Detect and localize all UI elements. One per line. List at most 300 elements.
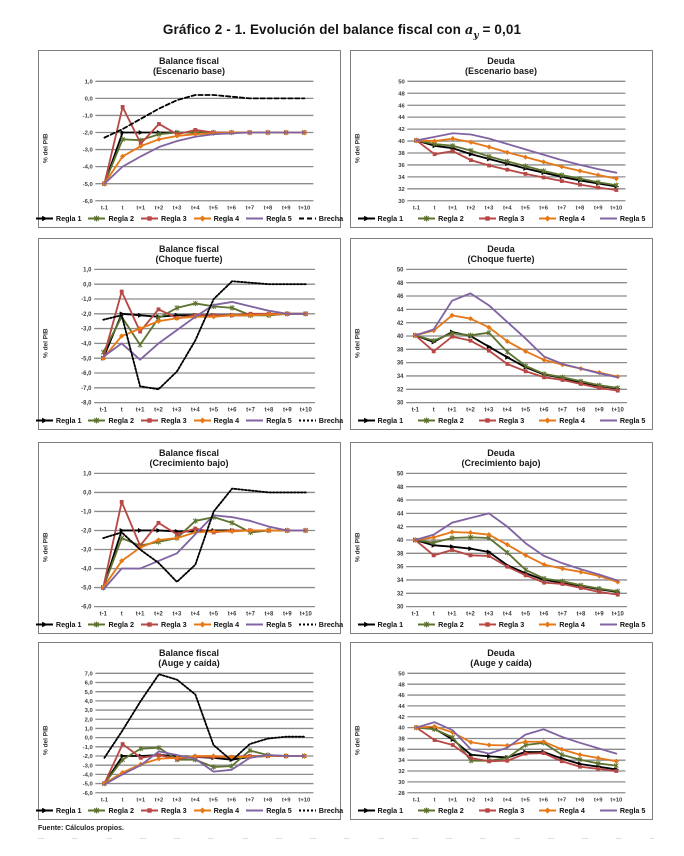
legend-item-regla-3	[478, 806, 525, 815]
x-tick-label: t+6	[227, 797, 236, 804]
x-tick-label: t+9	[593, 797, 603, 804]
legend-sample	[357, 416, 376, 425]
y-tick-label: 42	[396, 320, 404, 327]
x-tick-label: t+5	[209, 611, 219, 618]
legend-sample	[245, 214, 264, 223]
series-regla-1	[415, 332, 617, 389]
legend-label: Regla 4	[213, 805, 240, 815]
legend-item-regla-4	[538, 620, 585, 629]
chart-title: Deuda	[487, 243, 515, 254]
y-tick-label: -5,0	[82, 781, 93, 788]
x-tick-label: t+1	[136, 797, 146, 804]
legend-item-regla-5	[599, 214, 646, 223]
x-tick-label: t+8	[263, 797, 273, 804]
x-tick-label: t+1	[447, 611, 457, 618]
x-tick-label: t+4	[502, 407, 512, 414]
figure-title	[0, 0, 684, 41]
legend-item-regla-2	[87, 620, 134, 629]
y-tick-label: 36	[398, 747, 405, 754]
x-tick-label: t+1	[448, 797, 458, 804]
charts-row-3	[38, 442, 660, 634]
x-tick-label: t+6	[539, 797, 548, 804]
y-tick-label: -2,0	[81, 311, 92, 318]
legend-sample	[538, 806, 557, 815]
chart-panel-balance-escenario-base	[38, 50, 344, 228]
y-axis-label: % del PIB	[42, 328, 50, 358]
figure-title-equals: = 0,01	[478, 22, 522, 37]
chart-panel-balance-crecimiento-bajo	[38, 442, 344, 634]
legend-item-regla-1	[35, 806, 82, 815]
legend-label: Regla 5	[619, 415, 646, 425]
x-tick-label: t+6	[227, 407, 237, 414]
series-regla-3	[104, 107, 304, 184]
chart-panel-balance-choque-fuerte	[38, 238, 344, 430]
x-tick-label: t+10	[610, 205, 623, 212]
legend-item-regla-5	[599, 416, 646, 425]
legend-item-regla-5	[599, 620, 646, 629]
x-tick-label: t+5	[521, 611, 531, 618]
chart-body	[353, 669, 649, 804]
y-tick-label: 28	[398, 790, 405, 797]
legend-label: Regla 2	[108, 805, 135, 815]
legend-label: Regla 2	[438, 619, 464, 629]
legend-label: Regla 5	[266, 619, 292, 629]
x-tick-label: t+7	[557, 797, 567, 804]
legend-sample	[478, 620, 497, 629]
legend-label: Regla 4	[559, 213, 585, 223]
legend-label: Brecha	[318, 415, 344, 425]
x-tick-label: t	[433, 205, 436, 212]
chart-title: Deuda	[487, 447, 515, 458]
legend-sample	[357, 620, 376, 629]
y-tick-label: -1,0	[81, 509, 92, 516]
series-regla-4	[104, 756, 304, 784]
charts-grid	[0, 41, 684, 820]
legend-label: Regla 1	[55, 619, 82, 629]
legend-sample	[417, 806, 436, 815]
y-tick-label: -1,0	[82, 113, 93, 120]
y-tick-label: 48	[398, 91, 405, 98]
legend-sample	[357, 214, 376, 223]
x-tick-label: t+7	[245, 205, 255, 212]
legend-item-regla-1	[35, 620, 82, 629]
legend-item-regla-2	[87, 806, 134, 815]
chart-panel-deuda-auge-y-caida	[350, 642, 653, 820]
legend-item-brecha	[298, 806, 343, 815]
chart-subtitle: (Escenario base)	[464, 66, 538, 77]
y-tick-label: 48	[396, 484, 404, 491]
x-tick-label: t-1	[411, 611, 419, 618]
legend-label: Regla 3	[161, 213, 187, 223]
y-tick-label: -1,0	[81, 296, 92, 303]
legend-label: Regla 4	[559, 805, 585, 815]
chart-body	[353, 469, 649, 618]
y-tick-label: 46	[396, 497, 404, 504]
y-tick-label: -3,0	[81, 547, 92, 554]
x-tick-label: t+2	[466, 797, 476, 804]
legend-item-regla-1	[35, 214, 82, 223]
y-tick-label: -4,0	[81, 566, 92, 573]
legend-label: Regla 1	[55, 805, 82, 815]
y-tick-label: 6,0	[84, 680, 93, 687]
legend-sample	[140, 214, 159, 223]
legend-label: Regla 5	[266, 415, 292, 425]
chart-body	[41, 265, 337, 414]
y-tick-label: 34	[396, 373, 404, 380]
y-tick-label: 0,0	[84, 735, 93, 742]
y-tick-label: 30	[396, 400, 404, 407]
legend-label: Regla 5	[266, 213, 292, 223]
y-tick-label: 40	[398, 138, 405, 145]
x-tick-label: t+1	[136, 205, 146, 212]
legend-item-regla-2	[417, 806, 464, 815]
x-tick-label: t+8	[264, 407, 274, 414]
y-tick-label: 30	[398, 779, 405, 786]
legend-item-regla-3	[478, 416, 525, 425]
y-tick-label: -7,0	[81, 385, 92, 392]
chart-body	[41, 469, 337, 618]
x-tick-label: t+2	[154, 797, 164, 804]
legend-item-regla-3	[478, 214, 525, 223]
legend-item-regla-1	[357, 806, 404, 815]
legend-item-regla-4	[193, 214, 240, 223]
legend-sample	[193, 620, 212, 629]
y-tick-label: 1,0	[84, 726, 93, 733]
y-tick-label: 38	[396, 551, 404, 558]
legend-item-regla-3	[140, 416, 187, 425]
x-tick-label: t-1	[99, 611, 107, 618]
y-tick-label: 7,0	[84, 671, 93, 678]
legend-sample	[245, 806, 264, 815]
y-tick-label: 32	[398, 768, 405, 775]
x-tick-label: t-1	[412, 205, 421, 212]
chart-legend	[353, 804, 649, 817]
x-tick-label: t+5	[209, 797, 218, 804]
legend-sample	[298, 806, 317, 815]
legend-item-brecha	[298, 620, 343, 629]
legend-label: Brecha	[318, 619, 344, 629]
x-tick-label: t+6	[227, 205, 236, 212]
legend-label: Regla 4	[559, 619, 585, 629]
y-tick-label: 1,0	[83, 471, 92, 478]
plot-area	[363, 469, 649, 618]
x-tick-label: t+9	[281, 797, 291, 804]
y-tick-label: 44	[398, 703, 405, 710]
x-tick-label: t+3	[172, 407, 182, 414]
x-tick-label: t+6	[539, 407, 549, 414]
y-axis-label: % del PIB	[42, 532, 50, 562]
legend-label: Regla 3	[161, 805, 187, 815]
chart-title: Balance fiscal	[158, 243, 220, 254]
x-tick-label: t+8	[575, 205, 585, 212]
x-tick-label: t+8	[263, 205, 273, 212]
x-tick-label: t-1	[411, 407, 419, 414]
x-tick-label: t-1	[100, 797, 109, 804]
legend-sample	[417, 416, 436, 425]
y-tick-label: 34	[396, 577, 404, 584]
y-tick-label: 50	[398, 671, 405, 678]
y-tick-label: 40	[396, 537, 404, 544]
x-tick-label: t+7	[246, 407, 255, 414]
legend-item-regla-4	[193, 416, 240, 425]
y-tick-label: -6,0	[81, 370, 92, 377]
y-tick-label: -6,0	[82, 790, 93, 797]
x-tick-label: t+7	[558, 611, 567, 618]
legend-sample	[298, 214, 317, 223]
y-tick-label: 2,0	[84, 717, 93, 724]
chart-legend	[353, 414, 649, 427]
plot-area	[363, 669, 649, 804]
y-axis-label: % del PIB	[354, 532, 362, 562]
y-axis-label: % del PIB	[354, 328, 362, 358]
chart-title: Balance fiscal	[158, 647, 220, 658]
legend-sample	[193, 214, 212, 223]
x-tick-label: t+3	[172, 797, 182, 804]
legend-sample	[417, 620, 436, 629]
chart-body	[353, 77, 649, 212]
chart-title: Balance fiscal	[158, 447, 220, 458]
plot-area	[363, 77, 649, 212]
x-tick-label: t+10	[611, 611, 624, 618]
legend-label: Regla 1	[377, 213, 404, 223]
legend-item-regla-1	[357, 416, 404, 425]
x-tick-label: t	[432, 611, 435, 618]
chart-legend	[41, 414, 344, 427]
y-tick-label: -1,0	[82, 744, 93, 751]
legend-sample	[87, 214, 106, 223]
y-tick-label: -5,0	[81, 585, 92, 592]
y-tick-label: -6,0	[81, 604, 92, 611]
legend-item-regla-5	[245, 806, 292, 815]
y-tick-label: -4,0	[81, 341, 92, 348]
y-tick-label: -4,0	[82, 164, 93, 171]
legend-sample	[35, 620, 54, 629]
x-tick-label: t+1	[447, 407, 457, 414]
y-tick-label: 48	[396, 280, 404, 287]
y-tick-label: 1,0	[83, 267, 92, 274]
x-tick-label: t+10	[298, 205, 311, 212]
legend-item-regla-2	[87, 214, 134, 223]
x-tick-label: t	[120, 407, 123, 414]
legend-label: Regla 2	[108, 415, 135, 425]
y-tick-label: 46	[398, 692, 405, 699]
y-tick-label: -3,0	[81, 326, 92, 333]
y-tick-label: 42	[396, 524, 404, 531]
chart-subtitle: (Choque fuerte)	[155, 254, 223, 265]
legend-label: Regla 3	[161, 415, 187, 425]
y-tick-label: 32	[396, 591, 404, 598]
legend-sample	[298, 416, 317, 425]
x-tick-label: t+2	[154, 407, 163, 414]
x-tick-label: t-1	[100, 205, 109, 212]
y-tick-label: 36	[396, 360, 404, 367]
legend-sample	[193, 416, 212, 425]
legend-label: Regla 1	[377, 619, 404, 629]
legend-item-regla-5	[245, 214, 292, 223]
charts-row-2	[38, 238, 660, 430]
legend-label: Regla 5	[619, 619, 646, 629]
chart-subtitle: (Choque fuerte)	[467, 254, 535, 265]
legend-label: Regla 1	[55, 415, 82, 425]
x-tick-label: t+5	[521, 797, 530, 804]
x-tick-label: t+4	[502, 205, 512, 212]
legend-sample	[538, 214, 557, 223]
legend-sample	[140, 806, 159, 815]
x-tick-label: t+8	[576, 611, 586, 618]
x-tick-label: t+10	[611, 407, 624, 414]
plot-area	[51, 669, 337, 804]
legend-sample	[599, 620, 618, 629]
x-tick-label: t	[120, 611, 123, 618]
x-tick-label: t	[433, 797, 436, 804]
legend-sample	[140, 416, 159, 425]
legend-item-regla-5	[245, 620, 292, 629]
x-tick-label: t+6	[227, 611, 237, 618]
legend-item-regla-3	[140, 214, 187, 223]
legend-item-brecha	[298, 214, 343, 223]
legend-label: Regla 1	[377, 805, 404, 815]
y-tick-label: 44	[396, 511, 404, 518]
x-tick-label: t+7	[558, 407, 567, 414]
y-axis-label: % del PIB	[354, 133, 362, 163]
chart-panel-balance-auge-y-caida	[38, 642, 344, 820]
y-tick-label: 34	[398, 757, 405, 764]
x-tick-label: t+9	[282, 611, 292, 618]
plot-area	[51, 469, 337, 618]
legend-item-regla-4	[538, 806, 585, 815]
x-tick-label: t+9	[282, 407, 292, 414]
legend-sample	[478, 416, 497, 425]
chart-body	[353, 265, 649, 414]
y-tick-label: 50	[396, 267, 404, 274]
chart-subtitle: (Crecimiento bajo)	[461, 458, 541, 469]
y-tick-label: -2,0	[82, 753, 93, 760]
x-tick-label: t+2	[154, 611, 163, 618]
legend-label: Brecha	[318, 213, 344, 223]
x-tick-label: t+8	[264, 611, 274, 618]
legend-sample	[35, 214, 54, 223]
x-tick-label: t-1	[99, 407, 107, 414]
x-tick-label: t+1	[448, 205, 458, 212]
y-axis-label: % del PIB	[42, 725, 50, 755]
legend-item-regla-3	[140, 620, 187, 629]
legend-label: Regla 3	[498, 213, 525, 223]
y-tick-label: -3,0	[82, 147, 93, 154]
legend-sample	[357, 806, 376, 815]
x-tick-label: t+3	[172, 611, 182, 618]
legend-label: Regla 3	[161, 619, 187, 629]
y-tick-label: 36	[398, 162, 405, 169]
plot-area	[51, 265, 337, 414]
chart-legend	[353, 618, 649, 631]
legend-sample	[245, 620, 264, 629]
legend-sample	[193, 806, 212, 815]
y-tick-label: 42	[398, 714, 405, 721]
y-tick-label: 34	[398, 174, 405, 181]
chart-panel-deuda-choque-fuerte	[350, 238, 653, 430]
chart-subtitle: (Crecimiento bajo)	[149, 458, 229, 469]
x-tick-label: t+4	[190, 797, 200, 804]
y-tick-label: -4,0	[82, 772, 93, 779]
x-tick-label: t+5	[209, 407, 219, 414]
series-regla-3	[103, 291, 305, 358]
legend-label: Regla 2	[438, 805, 464, 815]
legend-label: Regla 1	[55, 213, 82, 223]
legend-sample	[140, 620, 159, 629]
x-tick-label: t+4	[502, 611, 512, 618]
legend-sample	[87, 620, 106, 629]
x-tick-label: t+4	[190, 205, 200, 212]
legend-item-regla-2	[87, 416, 134, 425]
legend-label: Regla 2	[108, 619, 135, 629]
x-tick-label: t	[121, 797, 124, 804]
y-tick-label: 3,0	[84, 707, 93, 714]
x-tick-label: t+9	[281, 205, 291, 212]
x-tick-label: t+5	[521, 407, 531, 414]
x-tick-label: t+10	[298, 797, 311, 804]
legend-item-regla-3	[140, 806, 187, 815]
x-tick-label: t+2	[466, 407, 475, 414]
y-tick-label: 38	[396, 347, 404, 354]
legend-sample	[245, 416, 264, 425]
charts-row-4	[38, 642, 660, 820]
chart-legend	[353, 212, 649, 225]
x-tick-label: t+6	[539, 611, 549, 618]
legend-label: Regla 4	[559, 415, 585, 425]
y-tick-label: 32	[396, 387, 404, 394]
x-tick-label: t+10	[610, 797, 623, 804]
legend-item-regla-1	[357, 214, 404, 223]
x-tick-label: t+2	[154, 205, 164, 212]
y-tick-label: 4,0	[84, 698, 93, 705]
x-tick-label: t+8	[575, 797, 585, 804]
legend-item-regla-4	[538, 416, 585, 425]
y-tick-label: -5,0	[82, 181, 93, 188]
x-tick-label: t+7	[246, 611, 255, 618]
y-tick-label: 48	[398, 681, 405, 688]
chart-title: Balance fiscal	[158, 55, 220, 66]
x-tick-label: t+3	[484, 205, 494, 212]
charts-row-1	[38, 50, 660, 228]
y-tick-label: 46	[398, 102, 405, 109]
legend-label: Regla 3	[498, 415, 525, 425]
chart-legend	[41, 212, 344, 225]
x-tick-label: t+6	[539, 205, 548, 212]
x-tick-label: t+1	[135, 407, 145, 414]
y-tick-label: -8,0	[81, 400, 92, 407]
legend-item-regla-1	[357, 620, 404, 629]
legend-label: Regla 3	[498, 805, 525, 815]
y-tick-label: -2,0	[81, 528, 92, 535]
legend-item-regla-4	[193, 620, 240, 629]
legend-item-regla-5	[599, 806, 646, 815]
series-brecha	[104, 674, 304, 760]
legend-label: Regla 2	[438, 213, 464, 223]
x-tick-label: t+4	[190, 407, 200, 414]
legend-item-regla-2	[417, 416, 464, 425]
y-axis-label: % del PIB	[42, 133, 50, 163]
chart-panel-deuda-escenario-base	[350, 50, 653, 228]
y-tick-label: 0,0	[83, 490, 92, 497]
legend-item-regla-4	[193, 806, 240, 815]
legend-label: Regla 5	[619, 213, 646, 223]
chart-title: Deuda	[487, 55, 515, 66]
legend-item-regla-3	[478, 620, 525, 629]
chart-subtitle: (Escenario base)	[152, 66, 226, 77]
legend-sample	[599, 806, 618, 815]
series-regla-1	[415, 540, 617, 592]
y-tick-label: 38	[398, 736, 405, 743]
